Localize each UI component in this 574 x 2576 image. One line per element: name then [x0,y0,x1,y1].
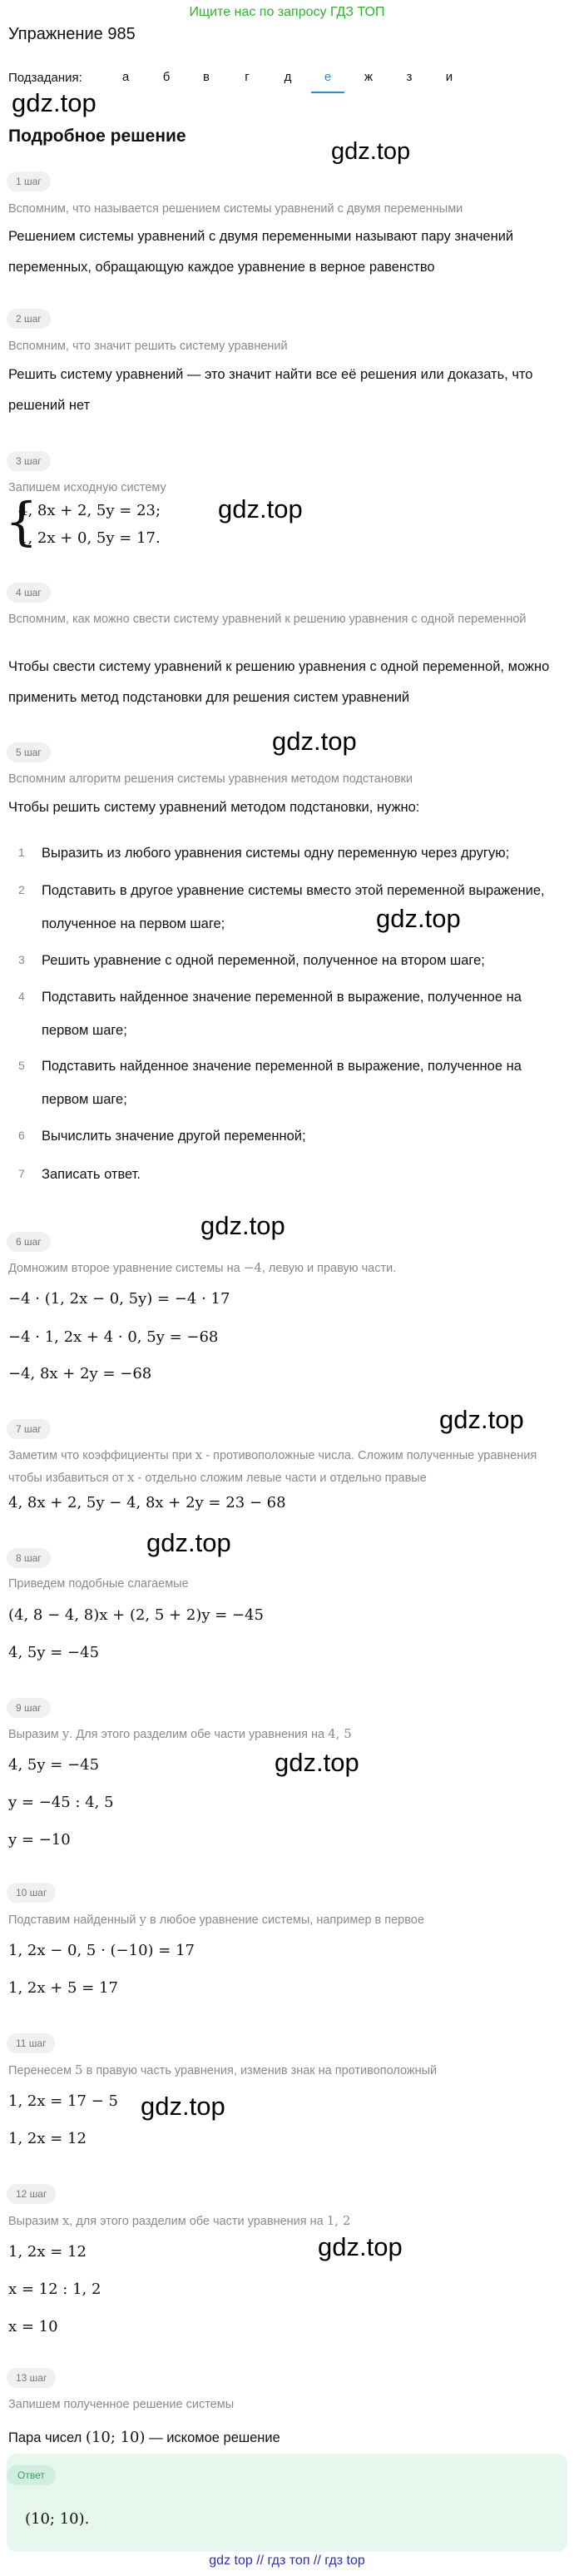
equation-line: (4, 8 − 4, 8)x + (2, 5 + 2)y = −45 [8,1606,264,1624]
system-equation-2: 1, 2x + 0, 5y = 17. [18,529,161,547]
system-equation-1: 4, 8x + 2, 5y = 23; [18,502,161,519]
watermark: gdz.top [439,1405,524,1434]
watermark: gdz.top [318,2232,403,2261]
step-badge: 1 шаг [7,171,51,191]
step-note: Домножим второе уравнение системы на −4, левую и правую части. [8,1260,397,1275]
list-number: 7 [18,1167,25,1180]
equation-line: 1, 2x = 17 − 5 [8,2092,118,2110]
list-item: Выразить из любого уравнения системы одну переменную через другую; [42,846,510,861]
step-note: Вспомним алгоритм решения системы уравнения методом подстановки [8,772,413,786]
list-number: 6 [18,1129,25,1142]
subtask-tab-g[interactable]: г [245,70,250,84]
watermark: gdz.top [272,727,357,756]
equation-line: 1, 2x + 5 = 17 [8,1979,118,1997]
equation-line: x = 12 : 1, 2 [8,2281,101,2298]
list-number: 3 [18,953,25,966]
footer-links[interactable]: gdz top // гдз топ // гдз top [209,2554,365,2568]
equation-line: 1, 2x − 0, 5 · (−10) = 17 [8,1942,195,1959]
step-note: Запишем исходную систему [8,481,166,494]
subtask-tab-a[interactable]: а [121,70,130,84]
list-item: Подставить найденное значение переменной в выражение, полученное на первом шаге; [42,1059,522,1107]
step-note: Выразим y. Для этого разделим обе части уравнения на 4, 5 [8,1726,352,1741]
subtask-tab-d[interactable]: д [284,70,292,84]
step-badge: 6 шаг [7,1232,51,1252]
list-item: Решить уравнение с одной переменной, полученное на втором шаге; [42,953,485,968]
watermark: gdz.top [376,904,461,933]
step-badge: 5 шаг [7,742,51,762]
step-text: Чтобы решить систему уравнений методом подстановки, нужно: [8,800,420,815]
step-badge: 10 шаг [7,1883,56,1903]
equation-line: −4 · 1, 2x + 4 · 0, 5y = −68 [8,1328,219,1346]
equation-line: 4, 8x + 2, 5y − 4, 8x + 2y = 23 − 68 [8,1494,286,1511]
subtask-tab-b[interactable]: б [162,70,171,84]
solution-title: Подробное решение [8,127,186,146]
list-item: Вычислить значение другой переменной; [42,1129,306,1144]
step-badge: 12 шаг [7,2184,56,2204]
step-text: Решить систему уравнений — это значит найти все её решения или доказать, что решений нет [8,367,533,413]
subtask-tab-z[interactable]: з [406,70,413,84]
equation-line: 4, 5y = −45 [8,1756,100,1774]
equation-line: 1, 2x = 12 [8,2130,87,2147]
answer-badge: Ответ [7,2465,56,2485]
step-note: Перенесем 5 в правую часть уравнения, изменив знак на противоположный [8,2062,438,2077]
list-number: 4 [18,990,25,1003]
subtasks-label: Подзадания: [8,71,82,85]
step-note: Выразим x, для этого разделим обе части уравнения на 1, 2 [8,2213,351,2228]
list-item: Записать ответ. [42,1167,141,1182]
equation-line: y = −10 [8,1831,71,1849]
list-number: 1 [18,846,25,859]
equation-line: 4, 5y = −45 [8,1644,100,1661]
equation-line: −4, 8x + 2y = −68 [8,1365,152,1382]
watermark: gdz.top [218,494,303,524]
step-badge: 13 шаг [7,2368,56,2388]
step-badge: 7 шаг [7,1419,51,1439]
subtask-tab-e[interactable]: е [311,67,344,93]
exercise-title: Упражнение 985 [8,25,136,43]
subtask-tab-i[interactable]: и [445,70,453,84]
step-note: Вспомним, что значит решить систему уравнений [8,340,288,353]
step-badge: 8 шаг [7,1548,51,1568]
step-badge: 3 шаг [7,451,51,471]
list-item: Подставить в другое уравнение системы вместо этой переменной выражение, полученное на первом шаге; [42,883,545,931]
step-note: Вспомним, что называется решением системы уравнений с двумя переменными [8,202,463,216]
top-search-link[interactable]: Ищите нас по запросу ГДЗ ТОП [189,5,385,19]
step-note: Заметим что коэффициенты при x - противоположные числа. Сложим полученные уравнения чтобы избавиться от x - отдельно сложим левые части и отдельно правые [8,1447,537,1485]
step-text: Чтобы свести систему уравнений к решению уравнения с одной переменной, можно применить метод подстановки для решения систем уравнений [8,659,550,705]
step-badge: 11 шаг [7,2033,55,2053]
equation-line: x = 10 [8,2318,58,2335]
step-badge: 9 шаг [7,1698,51,1718]
system-brace: { [5,491,38,552]
watermark: gdz.top [331,138,411,165]
watermark: gdz.top [12,88,96,117]
step-note: Запишем полученное решение системы [8,2398,235,2411]
watermark: gdz.top [275,1748,359,1777]
list-number: 5 [18,1059,25,1072]
step-text: Решением системы уравнений с двумя переменными называют пару значений переменных, обращающую каждое уравнение в верное равенство [8,229,514,275]
list-item: Подставить найденное значение переменной в выражение, полученное на первом шаге; [42,990,522,1038]
watermark: gdz.top [146,1528,231,1557]
equation-line: y = −45 : 4, 5 [8,1794,114,1811]
subtask-tab-v[interactable]: в [203,70,210,84]
step-badge: 2 шаг [7,309,51,329]
subtask-tab-zh[interactable]: ж [364,70,374,84]
watermark: gdz.top [141,2092,225,2121]
answer-box [7,2454,567,2552]
step-note: Вспомним, как можно свести систему уравнений к решению уравнения с одной переменной [8,613,527,626]
answer-value: (10; 10). [25,2510,90,2528]
step-note: Подставим найденный y в любое уравнение системы, например в первое [8,1912,424,1927]
step-badge: 4 шаг [7,583,51,603]
watermark: gdz.top [200,1211,285,1240]
list-number: 2 [18,883,25,896]
step-note: Приведем подобные слагаемые [8,1577,189,1591]
equation-line: −4 · (1, 2x − 0, 5y) = −4 · 17 [8,1290,230,1308]
step-text: Пара чисел (10; 10) — искомое решение [8,2429,280,2446]
equation-line: 1, 2x = 12 [8,2243,87,2261]
